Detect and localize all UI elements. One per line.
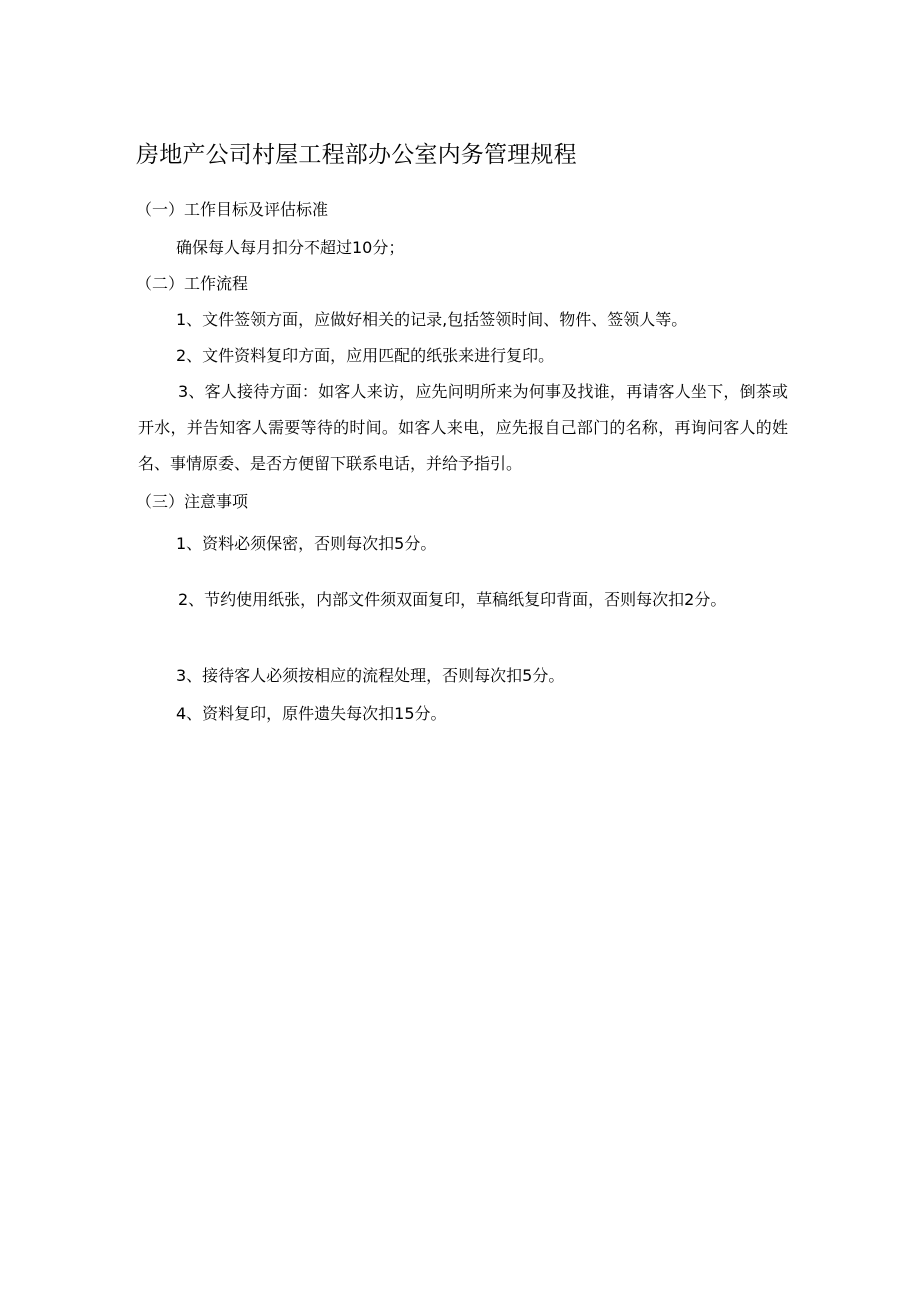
section-3-item-3: 3、接待客人必须按相应的流程处理，否则每次扣5分。 [176, 666, 565, 685]
section-1-text: 确保每人每月扣分不超过10分； [176, 238, 405, 257]
section-2-item-2: 2、文件资料复印方面，应用匹配的纸张来进行复印。 [176, 346, 555, 365]
section-3-item-4: 4、资料复印，原件遗失每次扣15分。 [176, 704, 447, 723]
section-2-item-3: 3、客人接待方面：如客人来访，应先问明所来为何事及找谁，再请客人坐下，倒茶或开水，并告知客人需要等待的时间。如客人来电，应先报自己部门的名称，再询问客人的姓名、事情原委、是否方便留下联系电话，并给予指引。 [138, 382, 788, 473]
section-3-item-1: 1、资料必须保密，否则每次扣5分。 [176, 534, 437, 553]
section-3-heading: （三）注意事项 [136, 492, 249, 511]
section-2-heading: （二）工作流程 [136, 274, 249, 293]
section-3-item-2: 2、节约使用纸张，内部文件须双面复印，草稿纸复印背面，否则每次扣2分。 [178, 590, 727, 609]
section-2-item-1: 1、文件签领方面，应做好相关的记录,包括签领时间、物件、签领人等。 [176, 310, 688, 329]
section-1-heading: （一）工作目标及评估标准 [136, 200, 329, 219]
document-title: 房地产公司村屋工程部办公室内务管理规程 [136, 142, 577, 168]
